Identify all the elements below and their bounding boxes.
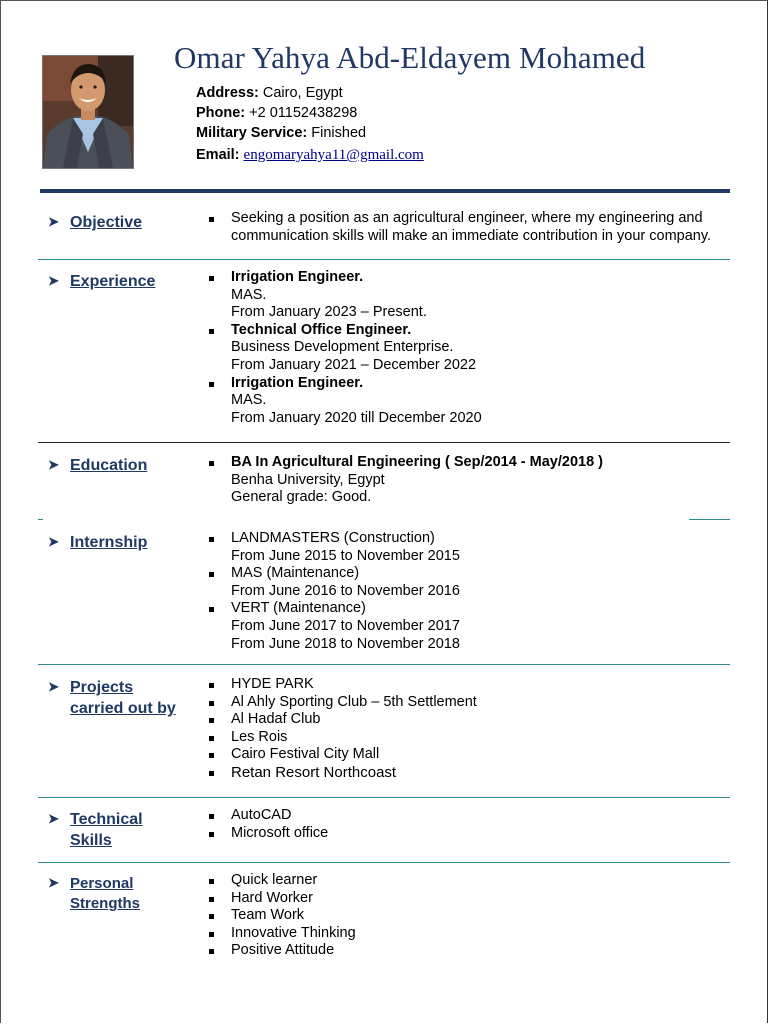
internship-period: From June 2016 to November 2016 [231,582,460,599]
profile-photo [42,55,134,169]
project-name: Retan Resort Northcoast [231,763,397,781]
list-item [206,872,726,890]
skill-name: Microsoft office [231,824,329,841]
section-title-line1: Personal [70,875,134,892]
square-bullet-icon [209,832,214,837]
section-title-line1: Technical [70,811,143,828]
project-name: Cairo Festival City Mall [231,746,380,763]
job-role: Irrigation Engineer. [231,374,364,391]
list-item [206,375,726,428]
projects-list [206,676,726,782]
section-title: Internship [70,534,148,551]
job-role: Technical Office Engineer. [231,321,412,338]
objective-text: Seeking a position as an agricultural engineer, where my engineering and communication skills will make an immediate contribution in your company. [231,210,712,244]
military-line [196,125,366,141]
square-bullet-icon [209,736,214,741]
job-company: Business Development Enterprise. [231,339,454,356]
square-bullet-icon [209,382,214,387]
section-title-line2: Skills [70,832,112,849]
list-item [206,764,726,782]
internship-period: From June 2018 to November 2018 [231,635,460,652]
list-item [206,565,726,600]
military-label: Military Service: [196,125,308,141]
square-bullet-icon [209,607,214,612]
internship-name: VERT (Maintenance) [231,600,366,617]
strength-name: Positive Attitude [231,942,335,959]
technical-list [206,807,726,842]
list-item [206,942,726,960]
divider-fragment [689,519,730,520]
arrowhead-bullet-icon: ➤ [48,875,59,890]
square-bullet-icon [209,276,214,281]
square-bullet-icon [209,537,214,542]
square-bullet-icon [209,701,214,706]
list-item [206,322,726,375]
section-title-line2: carried out by [70,700,176,717]
objective-list [206,210,726,245]
university: Benha University, Egypt [231,471,385,488]
phone-label: Phone: [196,105,246,121]
email-line [196,147,424,164]
military-value: Finished [311,125,367,141]
section-title-line1: Projects [70,679,134,696]
job-company: MAS. [231,392,267,409]
address-label: Address: [196,85,259,101]
grade: General grade: Good. [231,489,372,506]
list-item [206,600,726,653]
list-item [206,825,726,843]
internship-list [206,530,726,653]
square-bullet-icon [209,572,214,577]
section-title: Experience [70,273,156,290]
square-bullet-icon [209,771,214,776]
square-bullet-icon [209,683,214,688]
square-bullet-icon [209,879,214,884]
job-role: Irrigation Engineer. [231,269,364,285]
list-item [206,907,726,925]
list-item [206,676,726,694]
square-bullet-icon [209,814,214,819]
list-item [206,711,726,729]
address-line [196,85,343,101]
square-bullet-icon [209,329,214,334]
arrowhead-bullet-icon: ➤ [48,679,59,694]
square-bullet-icon [209,914,214,919]
internship-name: LANDMASTERS (Construction) [231,530,435,546]
section-divider [38,442,730,443]
email-link[interactable]: engomaryahya11@gmail.com [243,147,424,163]
job-company: MAS. [231,286,267,303]
arrowhead-bullet-icon: ➤ [48,811,59,826]
phone-value: +2 01152438298 [249,105,358,121]
square-bullet-icon [209,718,214,723]
arrowhead-bullet-icon: ➤ [48,457,59,472]
address-value: Cairo, Egypt [262,85,343,101]
list-item [206,210,726,245]
strength-name: Hard Worker [231,889,313,906]
job-period: From January 2023 – Present. [231,304,427,321]
internship-period: From June 2015 to November 2015 [231,547,460,564]
section-title: Objective [70,214,143,231]
phone-line [196,105,357,121]
section-title: Education [70,457,148,474]
list-item [206,694,726,712]
strength-name: Quick learner [231,872,318,888]
internship-period: From June 2017 to November 2017 [231,617,460,634]
section-divider [38,664,730,665]
section-divider [38,862,730,863]
section-divider [38,797,730,798]
project-name: Al Hadaf Club [231,711,321,728]
list-item [206,530,726,565]
list-item [206,729,726,747]
list-item [206,925,726,943]
email-label: Email: [196,147,240,163]
square-bullet-icon [209,932,214,937]
arrowhead-bullet-icon: ➤ [48,534,59,549]
section-projects [48,677,198,721]
experience-list [206,269,726,427]
degree: BA In Agricultural Engineering ( Sep/2014 - May/2018 ) [231,454,603,470]
personal-list [206,872,726,960]
square-bullet-icon [209,461,214,466]
section-divider [38,259,730,260]
arrowhead-bullet-icon: ➤ [48,214,59,229]
education-list [206,454,726,507]
list-item [206,890,726,908]
list-item [206,454,726,507]
strength-name: Innovative Thinking [231,924,356,941]
job-period: From January 2021 – December 2022 [231,356,477,373]
strength-name: Team Work [231,907,305,924]
list-item [206,807,726,825]
section-technical-skills [48,809,198,853]
job-period: From January 2020 till December 2020 [231,409,482,426]
section-title-line2: Strengths [70,895,141,912]
square-bullet-icon [209,753,214,758]
project-name: Les Rois [231,728,288,745]
square-bullet-icon [209,897,214,902]
divider-fragment [38,519,43,520]
skill-name: AutoCAD [231,807,292,823]
list-item [206,746,726,764]
internship-name: MAS (Maintenance) [231,565,360,582]
square-bullet-icon [209,217,214,222]
section-personal-strengths [48,873,198,915]
project-name: HYDE PARK [231,676,314,692]
candidate-name: Omar Yahya Abd-Eldayem Mohamed [174,40,646,75]
square-bullet-icon [209,949,214,954]
arrowhead-bullet-icon: ➤ [48,273,59,288]
list-item [206,269,726,322]
project-name: Al Ahly Sporting Club – 5th Settlement [231,693,477,710]
header-divider [40,189,730,193]
